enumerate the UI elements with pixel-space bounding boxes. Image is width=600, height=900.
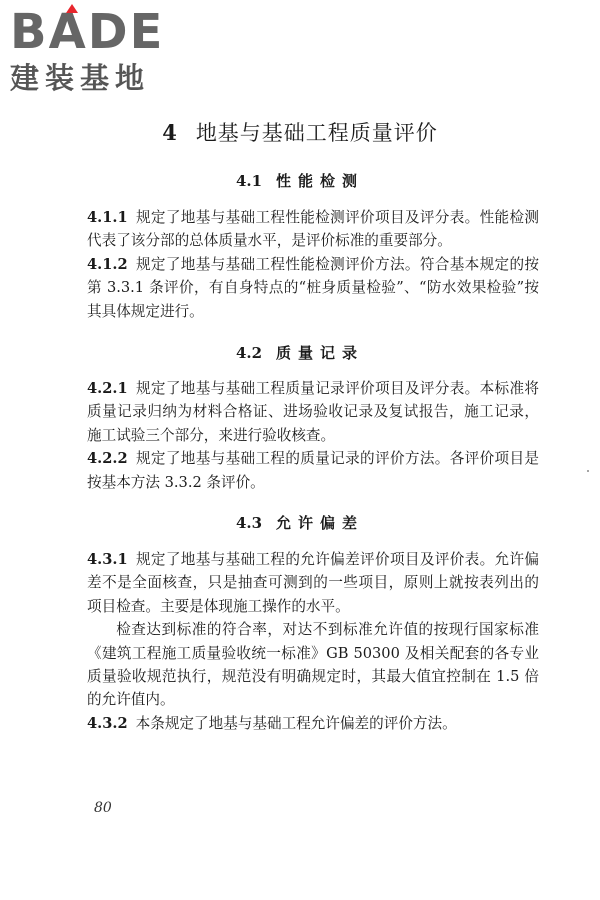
clause [87,377,539,447]
clause-number: 4.3.2 [87,714,128,732]
clause-text: 规定了地基与基础工程的允许偏差评价项目及评价表。允许偏差不是全面核查，只是抽查可测到的一些项目，原则上就按表列出的项目检查。主要是体现施工操作的水平。 [87,551,539,615]
section-heading [0,342,600,364]
bade-logo [8,4,178,96]
clause-text: 规定了地基与基础工程性能检测评价项目及评分表。性能检测代表了该分部的总体质量水平，是评价标准的重要部分。 [87,209,539,250]
logo-subtitle: 建装基地 [10,61,151,95]
clause-text: 本条规定了地基与基础工程允许偏差的评价方法。 [135,714,457,732]
clause [87,253,539,323]
clause-text: 规定了地基与基础工程性能检测评价方法。符合基本规定的按第 3.3.1 条评价，有自身特点的“桩身质量检验”、“防水效果检验”按其具体规定进行。 [87,255,539,320]
clause-number: 4.1.1 [87,209,128,226]
logo-accent-triangle [66,4,78,13]
clause [87,447,539,494]
section-number: 4.3 [235,514,263,532]
paragraph-text: 检查达到标准的符合率，对达不到标准允许值的按现行国家标准《建筑工程施工质量验收统一标准》GB 50300 及相关配套的各专业质量验收规范执行，规范没有明确规定时，其最大值宜控制在 1.5 倍的允许值内。 [87,621,539,709]
clause-number: 4.2.1 [87,380,128,397]
section-number: 4.1 [235,172,263,190]
clause-number: 4.2.2 [87,450,128,468]
clause-number: 4.3.1 [87,551,128,568]
chapter-number: 4 [162,120,178,145]
clause [87,548,539,618]
clause [87,206,539,253]
scan-speck [587,470,589,472]
logo-wordmark: BADE [10,4,165,60]
section-title: 性能检测 [276,172,365,190]
clause-text: 规定了地基与基础工程质量记录评价项目及评分表。本标准将质量记录归纳为材料合格证、进场验收记录及复试报告，施工记录，施工试验三个部分，来进行验收核查。 [87,380,539,444]
section-title: 质量记录 [276,344,365,362]
section-body [87,377,539,494]
clause [87,712,539,735]
paragraph [87,618,539,712]
section-number: 4.2 [235,344,263,362]
chapter-title-text: 地基与基础工程质量评价 [195,121,438,145]
clause-number: 4.1.2 [87,255,128,273]
section-body [87,548,539,735]
section-title: 允许偏差 [276,514,365,532]
chapter-title [0,119,600,147]
clause-text: 规定了地基与基础工程的质量记录的评价方法。各评价项目是按基本方法 3.3.2 条评价。 [87,450,539,491]
section-heading [0,170,600,192]
page-number: 80 [94,800,112,816]
section-heading [0,512,600,534]
section-body [87,206,539,323]
